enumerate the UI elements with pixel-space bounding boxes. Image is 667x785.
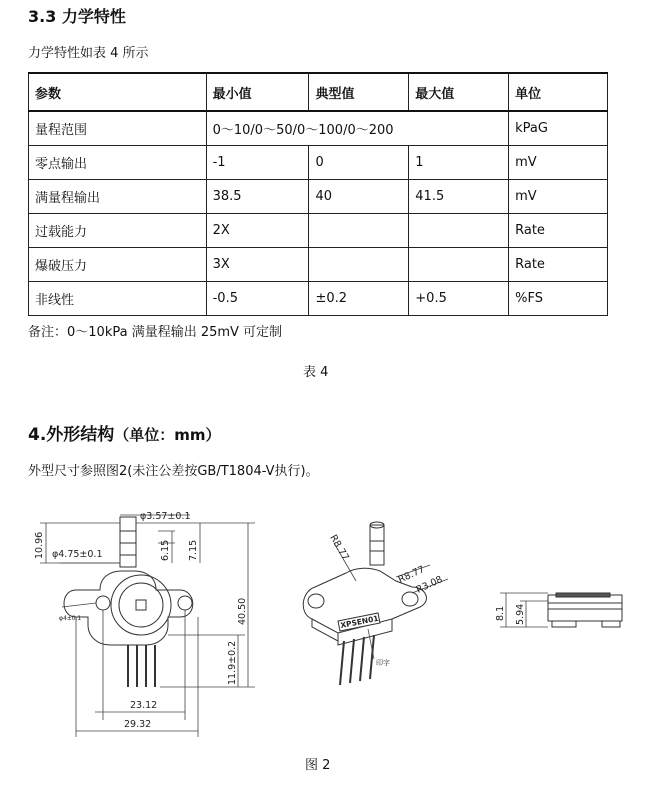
row-param: 非线性 [29,282,207,316]
figure-caption: 图 2 [305,758,331,773]
section-4-unit-note: （单位：mm） [114,426,221,444]
mounting-hole-right [178,596,192,610]
row-min: 3X [206,248,309,282]
section-4-title [28,420,221,445]
row-max [409,214,509,248]
section-3-3-title: 3.3 力学特性 [28,7,126,26]
dim-port-dia: φ3.57±0.1 [140,511,191,522]
nozzle-shape [120,517,136,567]
dim-7-15: 7.15 [188,539,199,561]
mounting-hole-left [96,596,110,610]
header-param: 参数 [29,73,207,111]
dim-total-width: 29.32 [124,719,152,730]
figure-2-drawing [0,495,667,745]
isometric-view-labels [327,533,444,667]
table-caption: 表 4 [303,365,329,380]
sensor-dome-inner [119,583,163,627]
row-max: +0.5 [409,282,509,316]
row-max: 1 [409,146,509,180]
section-4-intro: 外型尺寸参照图2(未注公差按GB/T1804-V执行)。 [28,464,319,479]
row-unit: mV [509,146,608,180]
row-typ [309,248,409,282]
dim-r1: R8.77 [327,533,351,563]
row-typ: 40 [309,180,409,214]
iso-hole-left [308,594,324,608]
row-unit: kPaG [509,111,608,146]
header-max: 最大值 [409,73,509,111]
iso-label-text: XPSEN01 [339,613,380,630]
row-param: 爆破压力 [29,248,207,282]
section-3-3-intro: 力学特性如表 4 所示 [28,46,149,61]
row-min: -1 [206,146,309,180]
sensor-dome-outer [111,575,171,635]
iso-nozzle [370,525,384,565]
row-unit: Rate [509,248,608,282]
iso-mark-text: 印字 [376,659,390,667]
dim-nozzle-dia: φ4.75±0.1 [52,549,103,560]
section-4-title-text: 4.外形结构 [28,425,115,445]
row-range-span: 0～10/0～50/0～100/0～200 [206,111,509,146]
row-typ: 0 [309,146,409,180]
header-typ: 典型值 [309,73,409,111]
table-row [29,146,608,180]
dim-total-height: 40.50 [237,597,248,625]
sensor-chip [136,600,146,610]
row-typ: ±0.2 [309,282,409,316]
row-unit: Rate [509,214,608,248]
row-max: 41.5 [409,180,509,214]
row-min: -0.5 [206,282,309,316]
header-min: 最小值 [206,73,309,111]
row-param: 零点输出 [29,146,207,180]
table-row [29,248,608,282]
row-param: 量程范围 [29,111,207,146]
table-header-row [29,73,608,111]
row-typ [309,214,409,248]
dim-r3: R3.08 [414,574,445,596]
iso-hole-right [402,592,418,606]
dim-8-1: 8.1 [495,605,506,621]
header-unit: 单位 [509,73,608,111]
side-top-plate [556,593,610,597]
row-min: 38.5 [206,180,309,214]
dim-pin-length: 11.9±0.2 [227,640,238,685]
row-min: 2X [206,214,309,248]
table-note: 备注：0～10kPa 满量程输出 25mV 可定制 [28,325,283,340]
row-param: 过载能力 [29,214,207,248]
flange-body [64,571,193,645]
row-param: 满量程输出 [29,180,207,214]
table-row [29,180,608,214]
side-view-labels [495,604,526,625]
dim-r2: R8.77 [396,564,427,586]
dim-hole: φ4±0.1 [59,615,82,622]
row-unit: %FS [509,282,608,316]
row-max [409,248,509,282]
table-row [29,214,608,248]
dim-hole-spacing: 23.12 [130,700,158,711]
mechanical-spec-table [28,72,608,316]
dim-height-top: 10.96 [34,531,45,559]
table-row [29,282,608,316]
dim-5-94: 5.94 [515,603,526,625]
table-row [29,111,608,146]
front-view-labels [34,511,248,730]
row-unit: mV [509,180,608,214]
side-body [548,595,622,621]
dim-6-15: 6.15 [160,539,171,561]
